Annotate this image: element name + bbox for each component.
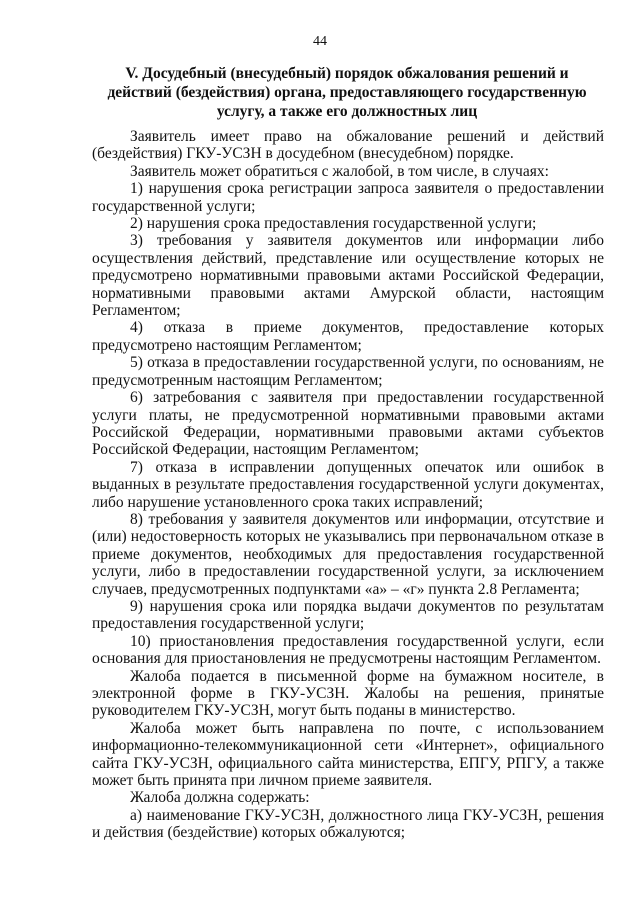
paragraph: Заявитель имеет право на обжалование решений и действий (бездействия) ГКУ-УСЗН в досудебном (внесудебном) порядке. <box>92 128 604 163</box>
paragraph: 4) отказа в приеме документов, предоставление которых предусмотрено настоящим Регламентом; <box>92 319 604 354</box>
paragraph: 3) требования у заявителя документов или информации либо осуществления действий, представление или осуществление которых не предусмотрено нормативными правовыми актами Российской Федерации, нормативными правовыми актами Амурской области, настоящим Регламентом; <box>92 232 604 320</box>
section-heading: V. Досудебный (внесудебный) порядок обжалования решений и действий (бездействия) органа, предоставляющего государственную услугу, а также его должностных лиц <box>107 65 587 120</box>
paragraph: а) наименование ГКУ-УСЗН, должностного лица ГКУ-УСЗН, решения и действия (бездействие) которых обжалуются; <box>92 806 604 842</box>
paragraph: 1) нарушения срока регистрации запроса заявителя о предоставлении государственной услуги; <box>92 180 604 215</box>
paragraph: 5) отказа в предоставлении государственной услуги, по основаниям, не предусмотренным настоящим Регламентом; <box>92 354 604 389</box>
paragraph: Заявитель может обратиться с жалобой, в том числе, в случаях: <box>130 162 549 180</box>
paragraph: Жалоба подается в письменной форме на бумажном носителе, в электронной форме в ГКУ-УСЗН. Жалобы на решения, принятые руководителем ГКУ-УСЗН, могут быть поданы в министерство. <box>92 667 604 720</box>
paragraph: 9) нарушения срока или порядка выдачи документов по результатам предоставления государственной услуги; <box>92 597 604 633</box>
page-number: 44 <box>313 34 327 49</box>
paragraph: Жалоба может быть направлена по почте, с использованием информационно-телекоммуникационной сети «Интернет», официального сайта ГКУ-УСЗН, официального сайта министерства, ЕПГУ, РПГУ, а также может быть принята при личном приеме заявителя. <box>92 719 604 790</box>
paragraph: Жалоба должна содержать: <box>130 789 310 807</box>
paragraph: 10) приостановления предоставления государственной услуги, если основания для приостановления не предусмотрены настоящим Регламентом. <box>92 632 604 668</box>
paragraph: 6) затребования с заявителя при предоставлении государственной услуги платы, не предусмотренной нормативными правовыми актами Российской Федерации, нормативными правовыми актами субъектов Российской Федерации, настоящим Регламентом; <box>92 389 604 459</box>
document-body <box>92 128 604 842</box>
paragraph: 8) требования у заявителя документов или информации, отсутствие и (или) недостоверность которых не указывались при первоначальном отказе в приеме документов, необходимых для предоставления государственной услуги, либо в предоставлении государственной услуги, за исключением случаев, предусмотренных подпунктами «а» – «г» пункта 2.8 Регламента; <box>92 510 604 598</box>
paragraph: 2) нарушения срока предоставления государственной услуги; <box>130 215 537 233</box>
paragraph: 7) отказа в исправлении допущенных опечаток или ошибок в выданных в результате предоставления государственной услуги документах, либо нарушение установленного срока таких исправлений; <box>92 458 604 511</box>
